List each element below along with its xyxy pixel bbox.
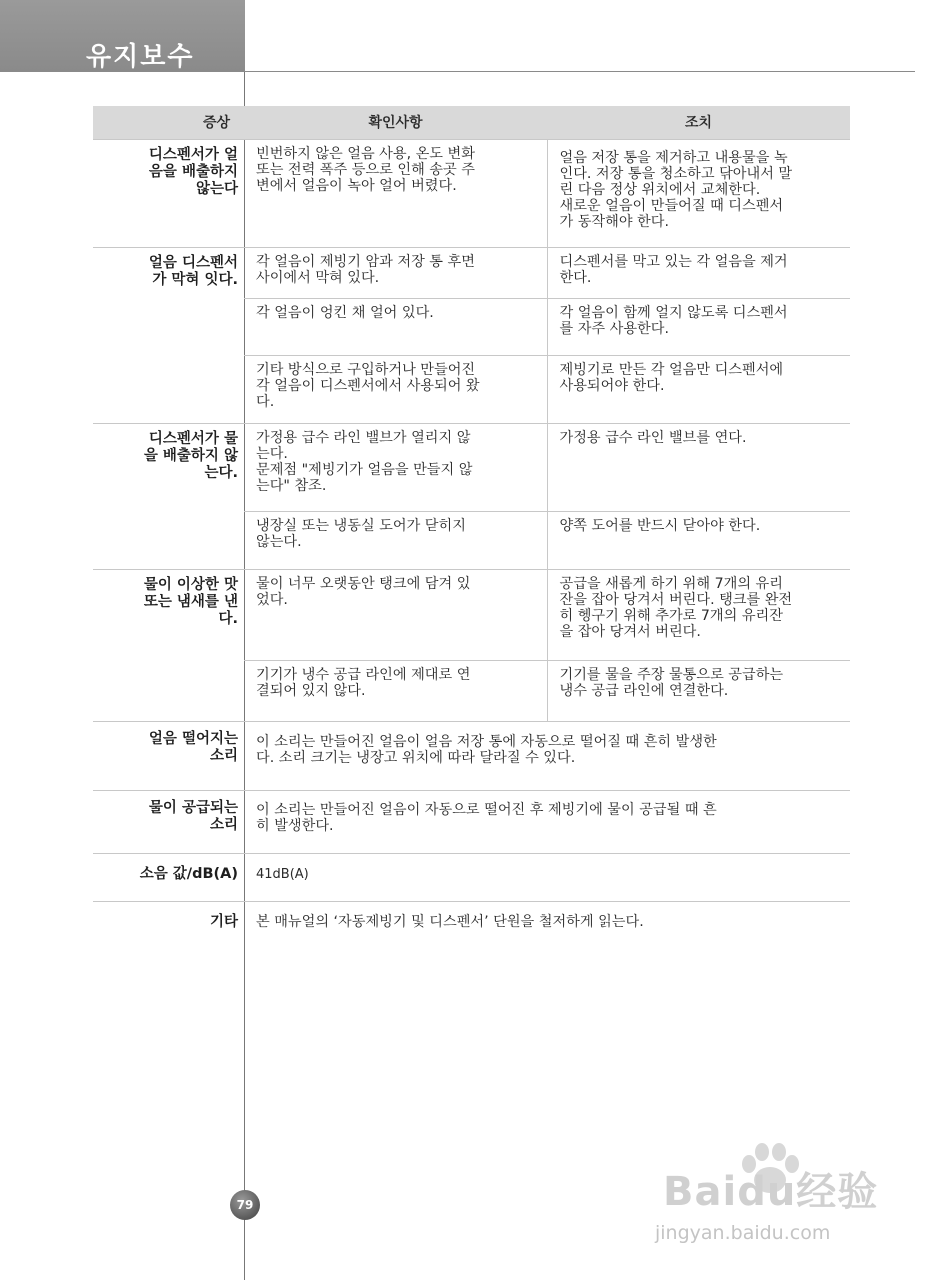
symptom-cell: 디스펜서가 얼 음을 배출하지 않는다 — [93, 140, 244, 248]
check-cell: 냉장실 또는 냉동실 도어가 닫히지 않는다. — [244, 512, 547, 570]
table-row — [93, 570, 850, 661]
action-cell: 가정용 급수 라인 밸브를 연다. — [547, 424, 850, 512]
table-row — [93, 902, 850, 940]
watermark-logo: Baidu经验 — [663, 1169, 879, 1215]
troubleshooting-table — [93, 106, 850, 939]
action-cell: 양쪽 도어를 반드시 닫아야 한다. — [547, 512, 850, 570]
watermark — [655, 1140, 885, 1260]
header-symptom: 증상 — [93, 106, 244, 140]
check-cell: 각 얼음이 제빙기 암과 저장 통 후면 사이에서 막혀 있다. — [244, 248, 547, 299]
action-cell: 디스펜서를 막고 있는 각 얼음을 제거 한다. — [547, 248, 850, 299]
symptom-cell: 얼음 떨어지는 소리 — [93, 722, 244, 791]
header-check: 확인사항 — [244, 106, 547, 140]
table-row — [93, 854, 850, 902]
watermark-url: jingyan.baidu.com — [655, 1222, 831, 1244]
action-cell: 제빙기로 만든 각 얼음만 디스펜서에 사용되어야 한다. — [547, 356, 850, 424]
action-cell: 얼음 저장 통을 제거하고 내용물을 녹 인다. 저장 통을 청소하고 닦아내서 말 린 다음 정상 위치에서 교체한다. 새로운 얼음이 만들어질 때 디스펜서 가 동작해야 한다. — [547, 140, 850, 248]
symptom-cell: 물이 이상한 맛 또는 냄새를 낸 다. — [93, 570, 244, 722]
action-cell: 각 얼음이 함께 얼지 않도록 디스펜서 를 자주 사용한다. — [547, 299, 850, 356]
check-cell: 각 얼음이 엉킨 채 얼어 있다. — [244, 299, 547, 356]
header-action: 조치 — [547, 106, 850, 140]
symptom-cell: 물이 공급되는 소리 — [93, 791, 244, 854]
table-row — [93, 791, 850, 854]
header-rule — [245, 71, 915, 72]
check-cell: 가정용 급수 라인 밸브가 열리지 않 는다. 문제점 "제빙기가 얼음을 만들지 않 는다" 참조. — [244, 424, 547, 512]
action-cell: 기기를 물을 주장 물통으로 공급하는 냉수 공급 라인에 연결한다. — [547, 661, 850, 722]
note-cell: 41dB(A) — [244, 854, 850, 902]
symptom-cell: 얼음 디스펜서 가 막혀 잇다. — [93, 248, 244, 424]
table-row — [93, 424, 850, 512]
check-cell: 물이 너무 오랫동안 탱크에 담겨 있 었다. — [244, 570, 547, 661]
note-cell: 이 소리는 만들어진 얼음이 얼음 저장 통에 자동으로 떨어질 때 흔히 발생한 다. 소리 크기는 냉장고 위치에 따라 달라질 수 있다. — [244, 722, 850, 791]
page-number: 79 — [230, 1190, 260, 1220]
note-cell: 이 소리는 만들어진 얼음이 자동으로 떨어진 후 제빙기에 물이 공급될 때 흔 히 발생한다. — [244, 791, 850, 854]
check-cell: 빈번하지 않은 얼음 사용, 온도 변화 또는 전력 폭주 등으로 인해 송곳 주 변에서 얼음이 녹아 얼어 버렸다. — [244, 140, 547, 248]
table-header-row — [93, 106, 850, 140]
symptom-cell: 소음 값/dB(A) — [93, 854, 244, 902]
check-cell: 기기가 냉수 공급 라인에 제대로 연 결되어 있지 않다. — [244, 661, 547, 722]
page-title: 유지보수 — [86, 42, 195, 72]
check-cell: 기타 방식으로 구입하거나 만들어진 각 얼음이 디스펜서에서 사용되어 왔 다. — [244, 356, 547, 424]
table-row — [93, 140, 850, 248]
symptom-cell: 기타 — [209, 914, 238, 930]
table-row — [93, 722, 850, 791]
symptom-cell: 디스펜서가 물 을 배출하지 않 는다. — [93, 424, 244, 570]
table-row — [93, 248, 850, 299]
note-cell: 본 매뉴얼의 ‘자동제빙기 및 디스펜서’ 단원을 철저하게 읽는다. — [256, 914, 644, 930]
action-cell: 공급을 새롭게 하기 위해 7개의 유리 잔을 잡아 당겨서 버린다. 탱크를 완전 히 헹구기 위해 추가로 7개의 유리잔 을 잡아 당겨서 버린다. — [547, 570, 850, 661]
